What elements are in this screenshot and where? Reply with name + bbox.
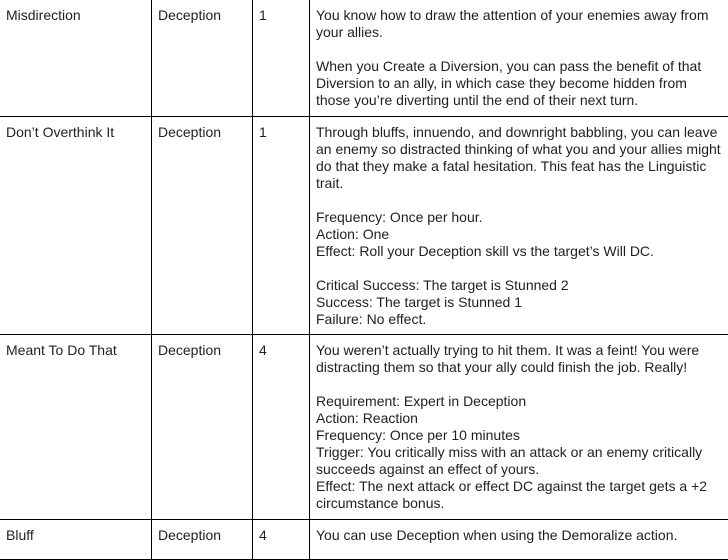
paragraph-gap xyxy=(316,41,724,58)
description-line: When you Create a Diversion, you can pass the benefit of that Diversion to an ally, in which case they become hidden from those you’re diverting until the end of their next turn. xyxy=(316,58,724,109)
description-line: Trigger: You critically miss with an attack or an enemy critically succeeds against an effect of yours. xyxy=(316,444,724,478)
description-line: Through bluffs, innuendo, and downright babbling, you can leave an enemy so distracted thinking of what you and your allies might do that they make a fatal hesitation. This feat has the Linguistic trait. xyxy=(316,124,724,192)
feat-name-cell: Don’t Overthink It xyxy=(0,117,152,335)
description-line: Action: Reaction xyxy=(316,410,724,427)
feat-name-cell: Meant To Do That xyxy=(0,335,152,520)
feat-level-cell: 1 xyxy=(253,0,310,117)
feat-name-cell: Misdirection xyxy=(0,0,152,117)
feat-category-cell: Deception xyxy=(152,0,253,117)
feat-description-cell xyxy=(310,0,728,117)
feat-name-cell: Bluff xyxy=(0,520,152,560)
paragraph-gap xyxy=(316,260,724,277)
feat-level-cell: 4 xyxy=(253,520,310,560)
paragraph-gap xyxy=(316,376,724,393)
description-line: Effect: The next attack or effect DC against the target gets a +2 circumstance bonus. xyxy=(316,478,724,512)
table-row xyxy=(0,335,728,520)
description-line: Action: One xyxy=(316,226,724,243)
description-line: Effect: Roll your Deception skill vs the target’s Will DC. xyxy=(316,243,724,260)
description-line: You can use Deception when using the Demoralize action. xyxy=(316,527,724,544)
description-line: Success: The target is Stunned 1 xyxy=(316,294,724,311)
paragraph-gap xyxy=(316,192,724,209)
table-row xyxy=(0,520,728,560)
feat-category-cell: Deception xyxy=(152,335,253,520)
feat-category-cell: Deception xyxy=(152,520,253,560)
table-row xyxy=(0,117,728,335)
feat-level-cell: 4 xyxy=(253,335,310,520)
table-row xyxy=(0,0,728,117)
description-line: Frequency: Once per 10 minutes xyxy=(316,427,724,444)
feat-description-cell xyxy=(310,520,728,560)
description-line: Requirement: Expert in Deception xyxy=(316,393,724,410)
description-line: You know how to draw the attention of your enemies away from your allies. xyxy=(316,7,724,41)
description-line: Critical Success: The target is Stunned 2 xyxy=(316,277,724,294)
description-line: Frequency: Once per hour. xyxy=(316,209,724,226)
feat-level-cell: 1 xyxy=(253,117,310,335)
feat-description-cell xyxy=(310,117,728,335)
feat-description-cell xyxy=(310,335,728,520)
description-line: Failure: No effect. xyxy=(316,311,724,328)
description-line: You weren’t actually trying to hit them. It was a feint! You were distracting them so that your ally could finish the job. Really! xyxy=(316,342,724,376)
feat-category-cell: Deception xyxy=(152,117,253,335)
